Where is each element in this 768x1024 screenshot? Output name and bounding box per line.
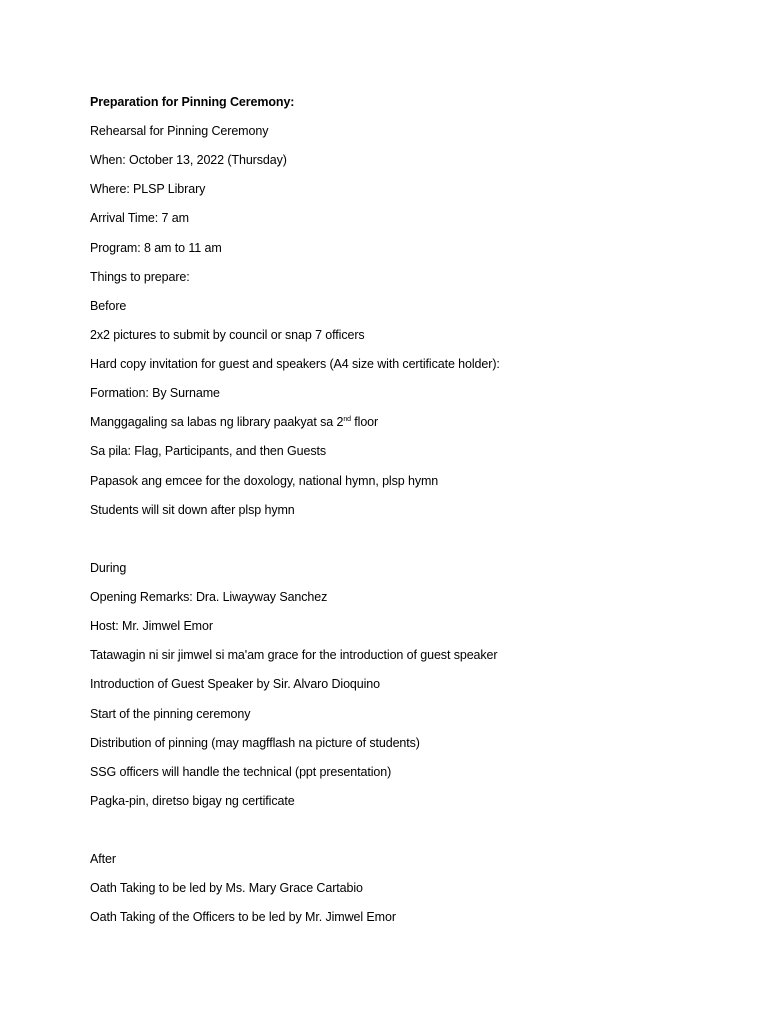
rehearsal-line: Rehearsal for Pinning Ceremony: [90, 124, 269, 138]
after-heading: After: [90, 852, 116, 866]
where-line: Where: PLSP Library: [90, 182, 206, 196]
floor-ordinal: nd: [343, 415, 351, 423]
things-heading: Things to prepare:: [90, 270, 190, 284]
floor-line: [90, 414, 378, 430]
when-line: When: October 13, 2022 (Thursday): [90, 153, 287, 167]
ssg-line: SSG officers will handle the technical (ppt presentation): [90, 765, 392, 779]
pictures-line: 2x2 pictures to submit by council or snap 7 officers: [90, 328, 365, 342]
start-line: Start of the pinning ceremony: [90, 707, 251, 721]
program-line: Program: 8 am to 11 am: [90, 241, 222, 255]
distribution-line: Distribution of pinning (may magfflash na picture of students): [90, 736, 420, 750]
tatawagin-line: Tatawagin ni sir jimwel si ma'am grace for the introduction of guest speaker: [90, 648, 498, 662]
formation-line: Formation: By Surname: [90, 386, 220, 400]
arrival-line: Arrival Time: 7 am: [90, 211, 189, 225]
document-title: Preparation for Pinning Ceremony:: [90, 95, 295, 109]
host-line: Host: Mr. Jimwel Emor: [90, 619, 213, 633]
floor-text: Manggagaling sa labas ng library paakyat sa 2: [90, 415, 344, 429]
emcee-line: Papasok ang emcee for the doxology, national hymn, plsp hymn: [90, 474, 439, 488]
during-heading: During: [90, 561, 127, 575]
invitation-line: Hard copy invitation for guest and speakers (A4 size with certificate holder):: [90, 357, 500, 371]
pila-line: Sa pila: Flag, Participants, and then Guests: [90, 444, 327, 458]
floor-end: floor: [350, 415, 379, 429]
pagkapin-line: Pagka-pin, diretso bigay ng certificate: [90, 794, 295, 808]
before-heading: Before: [90, 299, 127, 313]
oath1-line: Oath Taking to be led by Ms. Mary Grace Cartabio: [90, 881, 363, 895]
sit-line: Students will sit down after plsp hymn: [90, 503, 295, 517]
opening-line: Opening Remarks: Dra. Liwayway Sanchez: [90, 590, 328, 604]
oath2-line: Oath Taking of the Officers to be led by Mr. Jimwel Emor: [90, 910, 396, 924]
introduction-line: Introduction of Guest Speaker by Sir. Alvaro Dioquino: [90, 677, 381, 691]
